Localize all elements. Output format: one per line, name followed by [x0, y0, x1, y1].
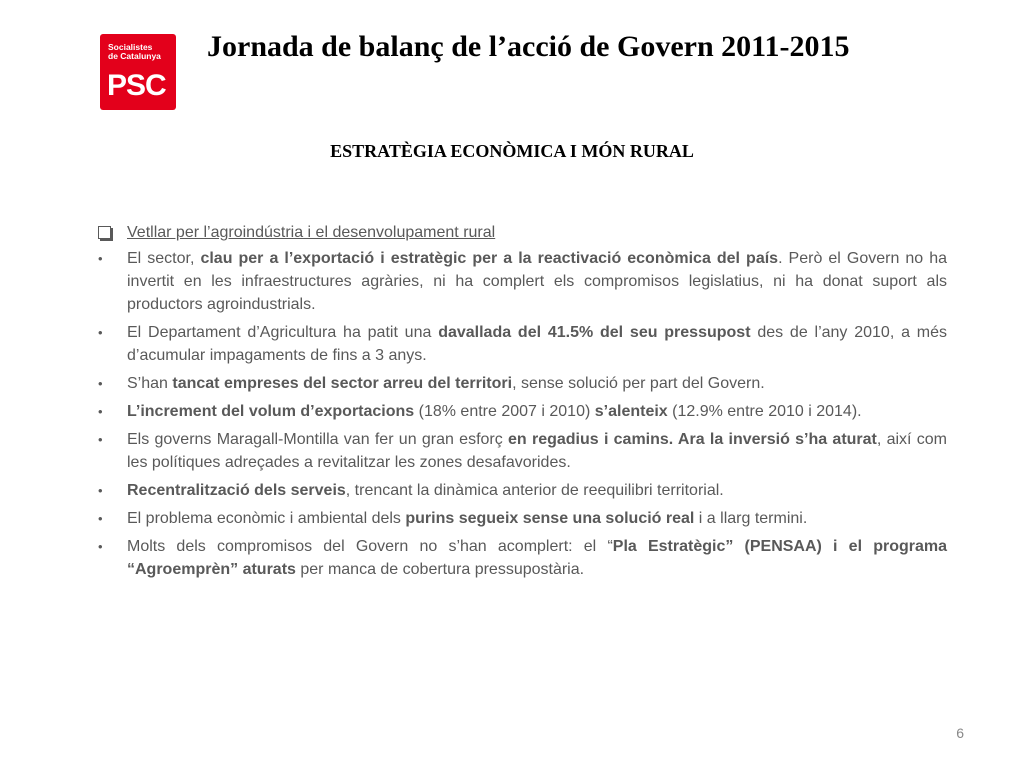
- bullet-text: . Però el Govern no ha invertit en les infraestructures agràries, ni ha complert els compromisos legislatius, ni ha donat suport als productors agroindustrials.: [127, 250, 948, 313]
- bullet-item: [95, 247, 947, 316]
- bullet-dot-icon: •: [98, 325, 103, 340]
- bullet-text-bold: tancat empreses del sector arreu del territori: [172, 375, 513, 392]
- bullet-dot-icon: •: [98, 483, 103, 498]
- bullet-dot-icon: •: [98, 251, 103, 266]
- logo-text-line2: de Catalunya: [108, 51, 161, 61]
- bullet-text-bold: clau per a l’exportació i estratègic per a la reactivació econòmica del país: [200, 250, 779, 267]
- bullet-text: “: [607, 538, 613, 555]
- logo-text-line1: Socialistes: [108, 42, 153, 52]
- bullet-text: des de l’any 2010, a més d’acumular impagaments de fins a 3 anys.: [127, 324, 947, 364]
- bullet-dot-icon: •: [98, 376, 103, 391]
- page-number: 6: [956, 725, 964, 741]
- bullet-text-bold: s’alenteix: [594, 403, 668, 420]
- bullet-item: [95, 479, 947, 502]
- bullet-text-bold: purins segueix sense una solució real: [405, 510, 695, 527]
- bullet-text-bold: L’increment del volum d’exportacions: [127, 403, 415, 420]
- bullet-item: [95, 428, 947, 474]
- bullet-dot-icon: •: [98, 511, 103, 526]
- bullet-text: (12.9% entre 2010 i 2014).: [667, 403, 862, 420]
- section-heading: [95, 221, 947, 244]
- bullet-item: [95, 535, 947, 581]
- bullet-item: [95, 372, 947, 395]
- bullet-text-bold: Recentralització dels serveis: [127, 482, 346, 499]
- bullet-text: Molts dels compromisos del Govern no s’han acomplert: el: [127, 538, 608, 555]
- psc-logo: [100, 34, 176, 110]
- bullet-dot-icon: •: [98, 404, 103, 419]
- bullet-dot-icon: •: [98, 432, 103, 447]
- bullet-text: El Departament d’Agricultura ha patit una: [127, 324, 439, 341]
- bullet-text-bold: en regadius i camins. Ara la inversió s’ha aturat: [508, 431, 877, 448]
- bullet-text: (18% entre 2007 i 2010): [414, 403, 595, 420]
- bullet-dot-icon: •: [98, 539, 103, 554]
- checkbox-bullet-icon: [98, 226, 111, 239]
- bullet-text-bold: davallada del 41.5% del seu pressupost: [438, 324, 751, 341]
- slide-subtitle: ESTRATÈGIA ECONÒMICA I MÓN RURAL: [330, 141, 694, 161]
- bullet-text: , trencant la dinàmica anterior de reequilibri territorial.: [345, 482, 724, 499]
- content-body: [95, 221, 947, 586]
- bullet-item: [95, 321, 947, 367]
- bullet-text: , sense solució per part del Govern.: [512, 375, 765, 392]
- bullet-text: S’han: [127, 375, 173, 392]
- bullet-list: [95, 247, 947, 581]
- logo-mark: PSC: [107, 69, 166, 102]
- section-heading-text: Vetllar per l’agroindústria i el desenvolupament rural: [127, 224, 496, 241]
- bullet-text: Els governs Maragall-Montilla van fer un gran esforç: [127, 431, 509, 448]
- bullet-text-bold: Pla Estratègic” (PENSAA) i el programa “Agroemprèn” aturats: [127, 538, 948, 578]
- bullet-item: [95, 507, 947, 530]
- bullet-text: El sector,: [127, 250, 201, 267]
- bullet-item: [95, 400, 947, 423]
- bullet-text: El problema econòmic i ambiental dels: [127, 510, 406, 527]
- slide-title: Jornada de balanç de l’acció de Govern 2011-2015: [207, 30, 850, 63]
- bullet-text: i a llarg termini.: [694, 510, 808, 527]
- bullet-text: per manca de cobertura pressupostària.: [295, 561, 585, 578]
- bullet-text: , així com les polítiques adreçades a revitalitzar les zones desafavorides.: [127, 431, 947, 471]
